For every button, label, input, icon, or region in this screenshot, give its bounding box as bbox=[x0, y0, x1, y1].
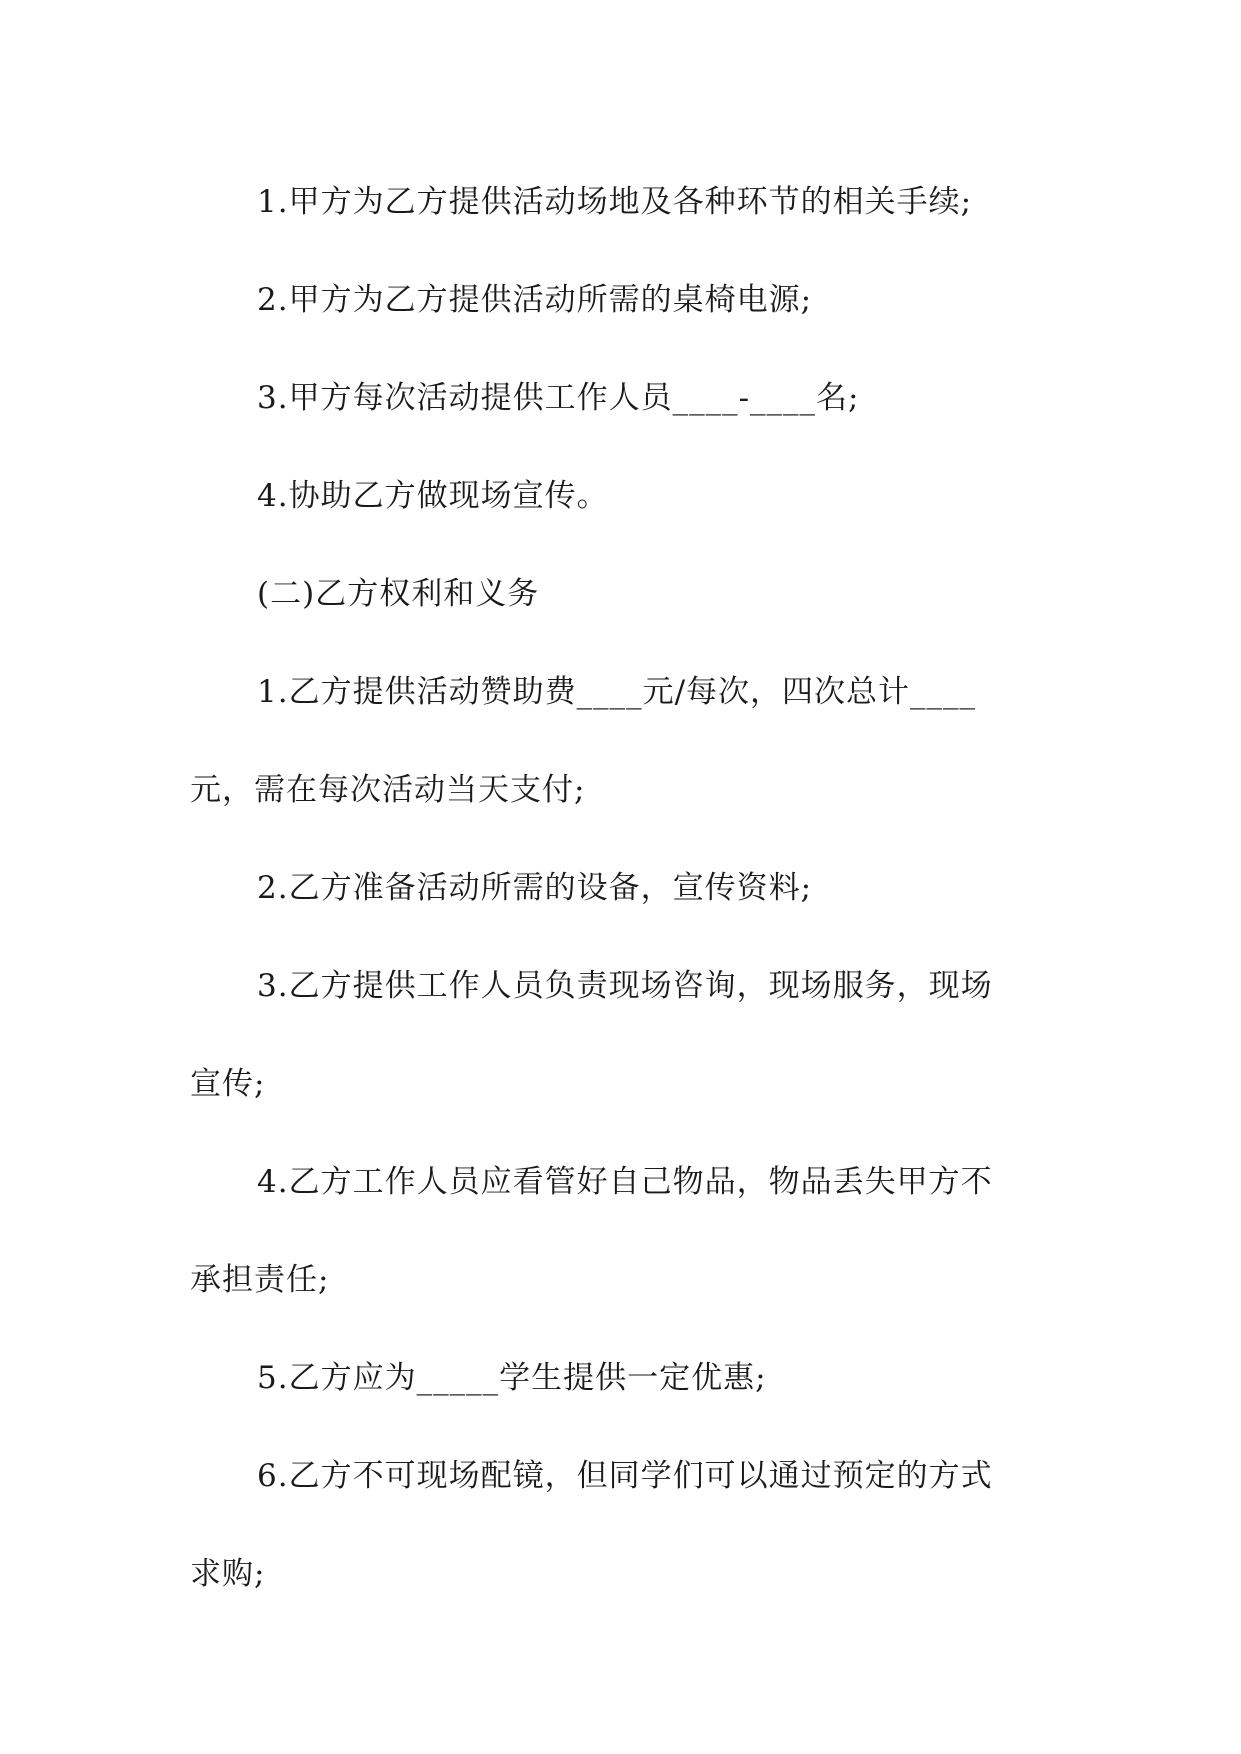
paragraph-line: 元，需在每次活动当天支付; bbox=[190, 772, 586, 808]
paragraph-line: 3.乙方提供工作人员负责现场咨询，现场服务，现场 bbox=[257, 968, 993, 1004]
paragraph-line: 3.甲方每次活动提供工作人员____-____名; bbox=[257, 380, 860, 416]
section-heading: (二)乙方权利和义务 bbox=[257, 576, 540, 612]
paragraph-line: 2.甲方为乙方提供活动所需的桌椅电源; bbox=[257, 282, 813, 318]
paragraph-line: 承担责任; bbox=[190, 1262, 330, 1298]
paragraph-line: 1.甲方为乙方提供活动场地及各种环节的相关手续; bbox=[257, 184, 973, 220]
paragraph-line: 1.乙方提供活动赞助费____元/每次，四次总计____ bbox=[257, 674, 977, 710]
paragraph-line: 2.乙方准备活动所需的设备，宣传资料; bbox=[257, 870, 813, 906]
paragraph-line: 求购; bbox=[190, 1556, 266, 1592]
paragraph-line: 宣传; bbox=[190, 1066, 266, 1102]
paragraph-line: 4.协助乙方做现场宣传。 bbox=[257, 478, 609, 514]
paragraph-line: 4.乙方工作人员应看管好自己物品，物品丢失甲方不 bbox=[257, 1164, 993, 1200]
paragraph-line: 6.乙方不可现场配镜，但同学们可以通过预定的方式 bbox=[257, 1458, 993, 1494]
paragraph-line: 5.乙方应为_____学生提供一定优惠; bbox=[257, 1360, 767, 1396]
